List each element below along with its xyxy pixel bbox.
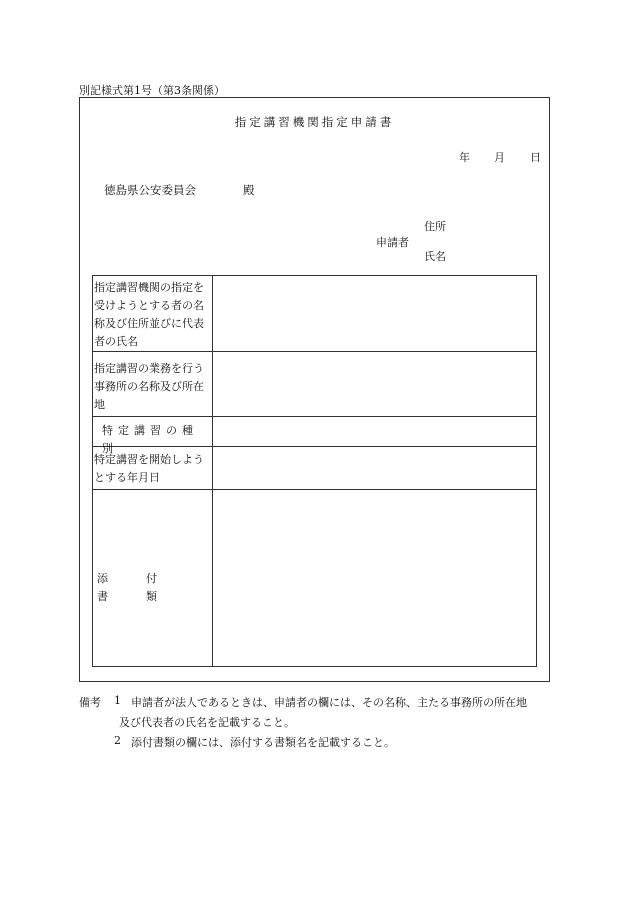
- address-label: 住所: [424, 220, 446, 233]
- notes-heading: 備考: [79, 696, 101, 709]
- column-divider: [212, 276, 213, 666]
- row-label-course-type-text: 特定講習の種別: [102, 424, 198, 455]
- row-label-start-date: 特定講習を開始しようとする年月日: [94, 453, 204, 484]
- row-divider: [93, 416, 536, 417]
- note-2-number: 2: [114, 734, 121, 747]
- application-table: [92, 275, 537, 667]
- note-1-text-line2: 及び代表者の氏名を記載すること。: [119, 716, 295, 729]
- row-divider: [93, 351, 536, 352]
- applicant-label: 申請者: [376, 236, 409, 249]
- name-label: 氏名: [424, 250, 446, 263]
- form-label: 別記様式第1号（第3条関係）: [79, 84, 225, 97]
- addressee: 徳島県公安委員会: [104, 183, 196, 197]
- date-month-label: 月: [494, 151, 505, 164]
- row-label-attachments-text: 添付書類: [97, 572, 195, 603]
- row-label-applicant-info: 指定講習機関の指定を受けようとする者の名称及び住所並びに代表者の氏名: [94, 281, 204, 348]
- honorific: 殿: [243, 183, 255, 197]
- form-title: 指定講習機関指定申請書: [234, 115, 395, 129]
- note-1-text-line1: 申請者が法人であるときは、申請者の欄には、その名称、主たる事務所の所在地: [131, 696, 527, 709]
- row-label-office-info: 指定講習の業務を行う事務所の名称及び所在地: [94, 362, 204, 411]
- row-label-attachments: [93, 570, 212, 606]
- date-day-label: 日: [530, 151, 541, 164]
- note-2-text-line1: 添付書類の欄には、添付する書類名を記載すること。: [131, 736, 395, 749]
- row-divider: [93, 489, 536, 490]
- date-year-label: 年: [459, 151, 470, 164]
- note-1-number: 1: [114, 694, 121, 707]
